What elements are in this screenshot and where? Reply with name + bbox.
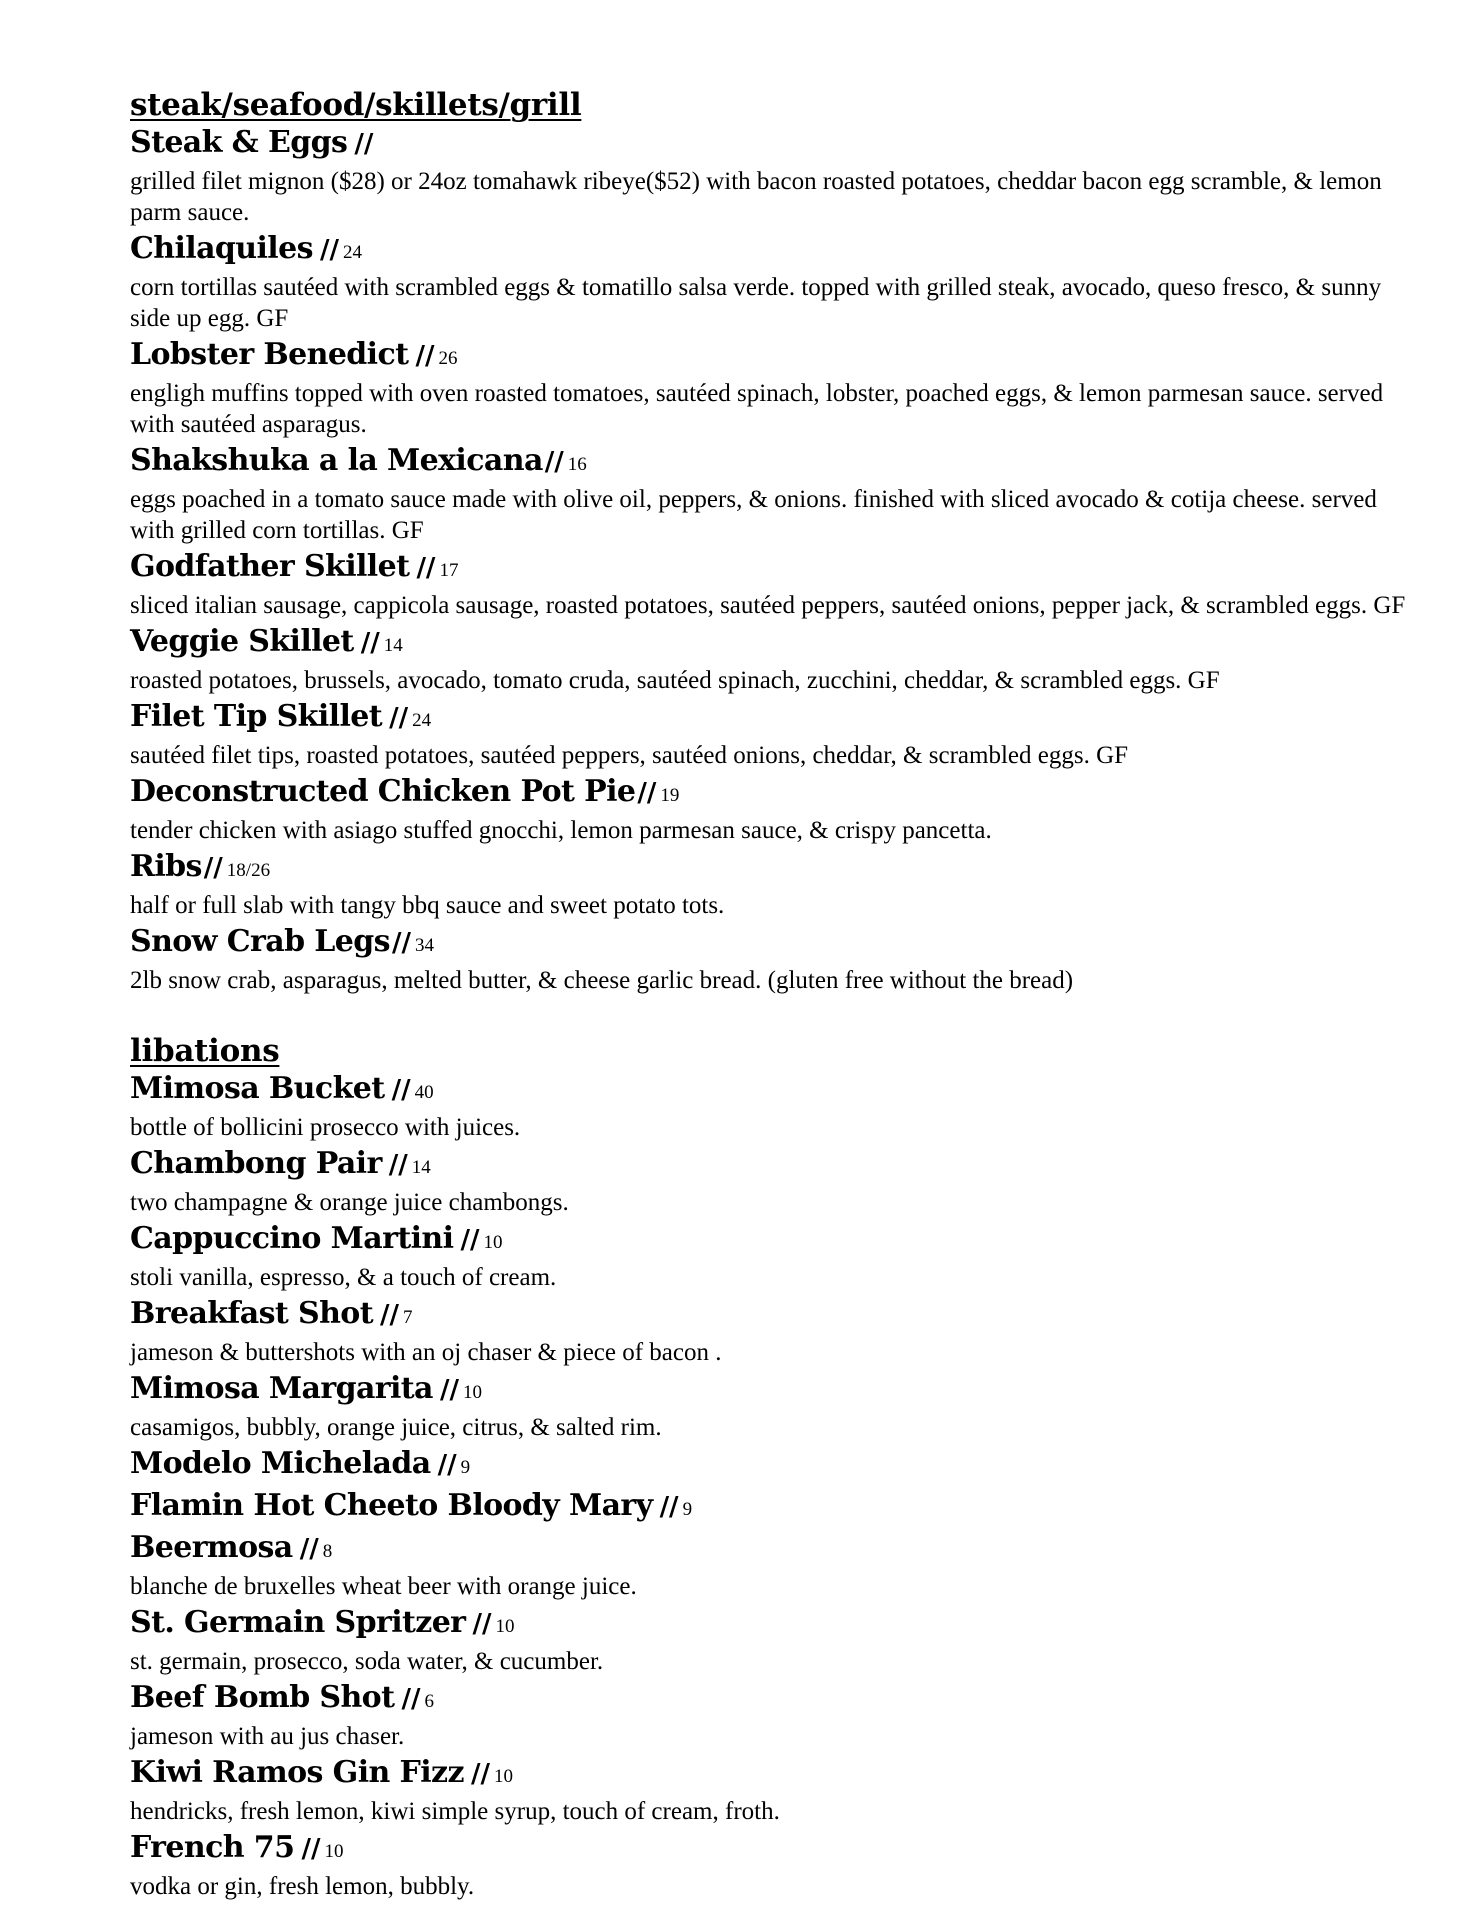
item-separator: // (440, 1375, 459, 1405)
item-name: Cappuccino Martini (130, 1221, 454, 1256)
item-price: 19 (660, 785, 680, 806)
item-separator: // (319, 235, 339, 265)
item-description: corn tortillas sautéed with scrambled eggs & tomatillo salsa verde. topped with grilled steak, avocado, queso fresco, & sunny side up egg. GF (130, 274, 1382, 332)
item-separator: // (637, 778, 657, 808)
item-price: 8 (322, 1541, 333, 1562)
item-description: casamigos, bubbly, orange juice, citrus, & salted rim. (130, 1414, 662, 1441)
item-price: 6 (424, 1691, 434, 1712)
item-description: two champagne & orange juice chambongs. (130, 1189, 569, 1216)
item-price: 7 (403, 1307, 413, 1328)
item-description: jameson with au jus chaser. (130, 1723, 405, 1750)
item-description: engligh muffins topped with oven roasted tomatoes, sautéed spinach, lobster, poached eggs, & lemon parmesan sauce. served with sautéed asparagus. (130, 380, 1384, 438)
item-price: 9 (460, 1457, 471, 1478)
menu-item (130, 1754, 1410, 1827)
item-name: Filet Tip Skillet (130, 699, 383, 734)
item-separator: // (301, 1834, 321, 1864)
item-description: sautéed filet tips, roasted potatoes, sautéed peppers, sautéed onions, cheddar, & scrambled eggs. GF (130, 742, 1129, 769)
menu-item (130, 1604, 1410, 1677)
item-description: eggs poached in a tomato sauce made with olive oil, peppers, & onions. finished with sliced avocado & cotija cheese. served with grilled corn tortillas. GF (130, 486, 1377, 544)
item-name: Modelo Michelada (130, 1446, 431, 1481)
item-price: 26 (438, 348, 458, 369)
item-name: Beermosa (130, 1530, 293, 1565)
item-name: Mimosa Bucket (130, 1071, 385, 1106)
item-description: stoli vanilla, espresso, & a touch of cream. (130, 1264, 557, 1291)
item-price: 9 (682, 1499, 693, 1520)
menu-item (130, 923, 1410, 996)
item-price: 14 (411, 1157, 431, 1178)
item-price: 40 (414, 1082, 434, 1103)
item-separator: // (354, 129, 374, 159)
item-description: jameson & buttershots with an oj chaser & piece of bacon . (130, 1339, 722, 1366)
item-name: Flamin Hot Cheeto Bloody Mary (130, 1488, 653, 1523)
item-name: Chambong Pair (130, 1146, 382, 1181)
menu-item (130, 1070, 1410, 1143)
item-name: Veggie Skillet (130, 624, 354, 659)
item-description: bottle of bollicini prosecco with juices. (130, 1114, 521, 1141)
item-description: sliced italian sausage, cappicola sausage, roasted potatoes, sautéed peppers, sautéed onions, pepper jack, & scrambled eggs. GF (130, 592, 1406, 619)
item-name: Breakfast Shot (130, 1296, 373, 1331)
menu-section-libations (130, 1032, 1410, 1902)
item-separator: // (415, 341, 435, 371)
item-name: Steak & Eggs (130, 125, 348, 160)
item-name: Snow Crab Legs (130, 924, 390, 959)
item-price: 16 (567, 454, 587, 475)
menu-item (130, 1529, 1410, 1602)
menu-item (130, 1829, 1410, 1902)
menu-item (130, 698, 1410, 771)
item-price: 17 (439, 560, 459, 581)
item-separator: // (388, 1150, 408, 1180)
menu-page (130, 86, 1410, 1904)
menu-item (130, 230, 1410, 334)
item-name: Deconstructed Chicken Pot Pie (130, 774, 636, 809)
menu-item (130, 124, 1410, 228)
menu-item (130, 336, 1410, 440)
menu-item (130, 1487, 1410, 1529)
item-description: tender chicken with asiago stuffed gnocchi, lemon parmesan sauce, & crispy pancetta. (130, 817, 992, 844)
item-price: 18/26 (226, 860, 271, 881)
item-separator: // (360, 628, 380, 658)
item-name: Chilaquiles (130, 231, 313, 266)
section-title: steak/seafood/skillets/grill (130, 87, 582, 123)
item-price: 24 (412, 710, 432, 731)
item-separator: // (544, 447, 564, 477)
item-separator: // (389, 703, 409, 733)
item-price: 10 (495, 1616, 515, 1637)
item-separator: // (391, 928, 411, 958)
item-price: 34 (414, 935, 434, 956)
menu-item (130, 548, 1410, 621)
item-description: vodka or gin, fresh lemon, bubbly. (130, 1873, 475, 1900)
item-description: roasted potatoes, brussels, avocado, tomato cruda, sautéed spinach, zucchini, cheddar, & scrambled eggs. GF (130, 667, 1220, 694)
menu-section-steak-seafood (130, 86, 1410, 996)
menu-item (130, 442, 1410, 546)
item-description: st. germain, prosecco, soda water, & cucumber. (130, 1648, 604, 1675)
item-name: Kiwi Ramos Gin Fizz (130, 1755, 464, 1790)
item-price: 10 (463, 1382, 482, 1403)
menu-item (130, 1445, 1410, 1487)
item-description: grilled filet mignon ($28) or 24oz tomahawk ribeye($52) with bacon roasted potatoes, cheddar bacon egg scramble, & lemon parm sauce. (130, 168, 1382, 226)
item-name: Beef Bomb Shot (130, 1680, 395, 1715)
section-title: libations (130, 1033, 280, 1069)
item-separator: // (416, 553, 436, 583)
item-price: 24 (342, 242, 362, 263)
item-separator: // (299, 1534, 319, 1564)
item-name: Mimosa Margarita (130, 1371, 433, 1406)
item-separator: // (471, 1759, 491, 1789)
item-separator: // (391, 1075, 411, 1105)
item-name: St. Germain Spritzer (130, 1605, 466, 1640)
menu-item (130, 1220, 1410, 1293)
item-separator: // (437, 1450, 457, 1480)
menu-item (130, 1370, 1410, 1443)
item-separator: // (472, 1609, 492, 1639)
item-description: half or full slab with tangy bbq sauce and sweet potato tots. (130, 892, 725, 919)
item-price: 14 (383, 635, 403, 656)
item-description: blanche de bruxelles wheat beer with orange juice. (130, 1573, 637, 1600)
item-name: French 75 (130, 1830, 295, 1865)
item-price: 10 (483, 1232, 503, 1253)
item-separator: // (203, 853, 223, 883)
menu-item (130, 1295, 1410, 1368)
menu-item (130, 1145, 1410, 1218)
item-price: 10 (494, 1766, 514, 1787)
menu-item (130, 773, 1410, 846)
item-name: Lobster Benedict (130, 337, 409, 372)
item-separator: // (401, 1684, 421, 1714)
item-separator: // (460, 1225, 480, 1255)
item-name: Ribs (130, 849, 202, 884)
menu-item (130, 623, 1410, 696)
item-name: Godfather Skillet (130, 549, 410, 584)
item-description: 2lb snow crab, asparagus, melted butter, & cheese garlic bread. (gluten free without the bread) (130, 967, 1074, 994)
item-separator: // (380, 1300, 400, 1330)
item-name: Shakshuka a la Mexicana (130, 443, 543, 478)
menu-item (130, 848, 1410, 921)
item-description: hendricks, fresh lemon, kiwi simple syrup, touch of cream, froth. (130, 1798, 780, 1825)
menu-item (130, 1679, 1410, 1752)
item-separator: // (659, 1492, 679, 1522)
item-price: 10 (324, 1841, 344, 1862)
